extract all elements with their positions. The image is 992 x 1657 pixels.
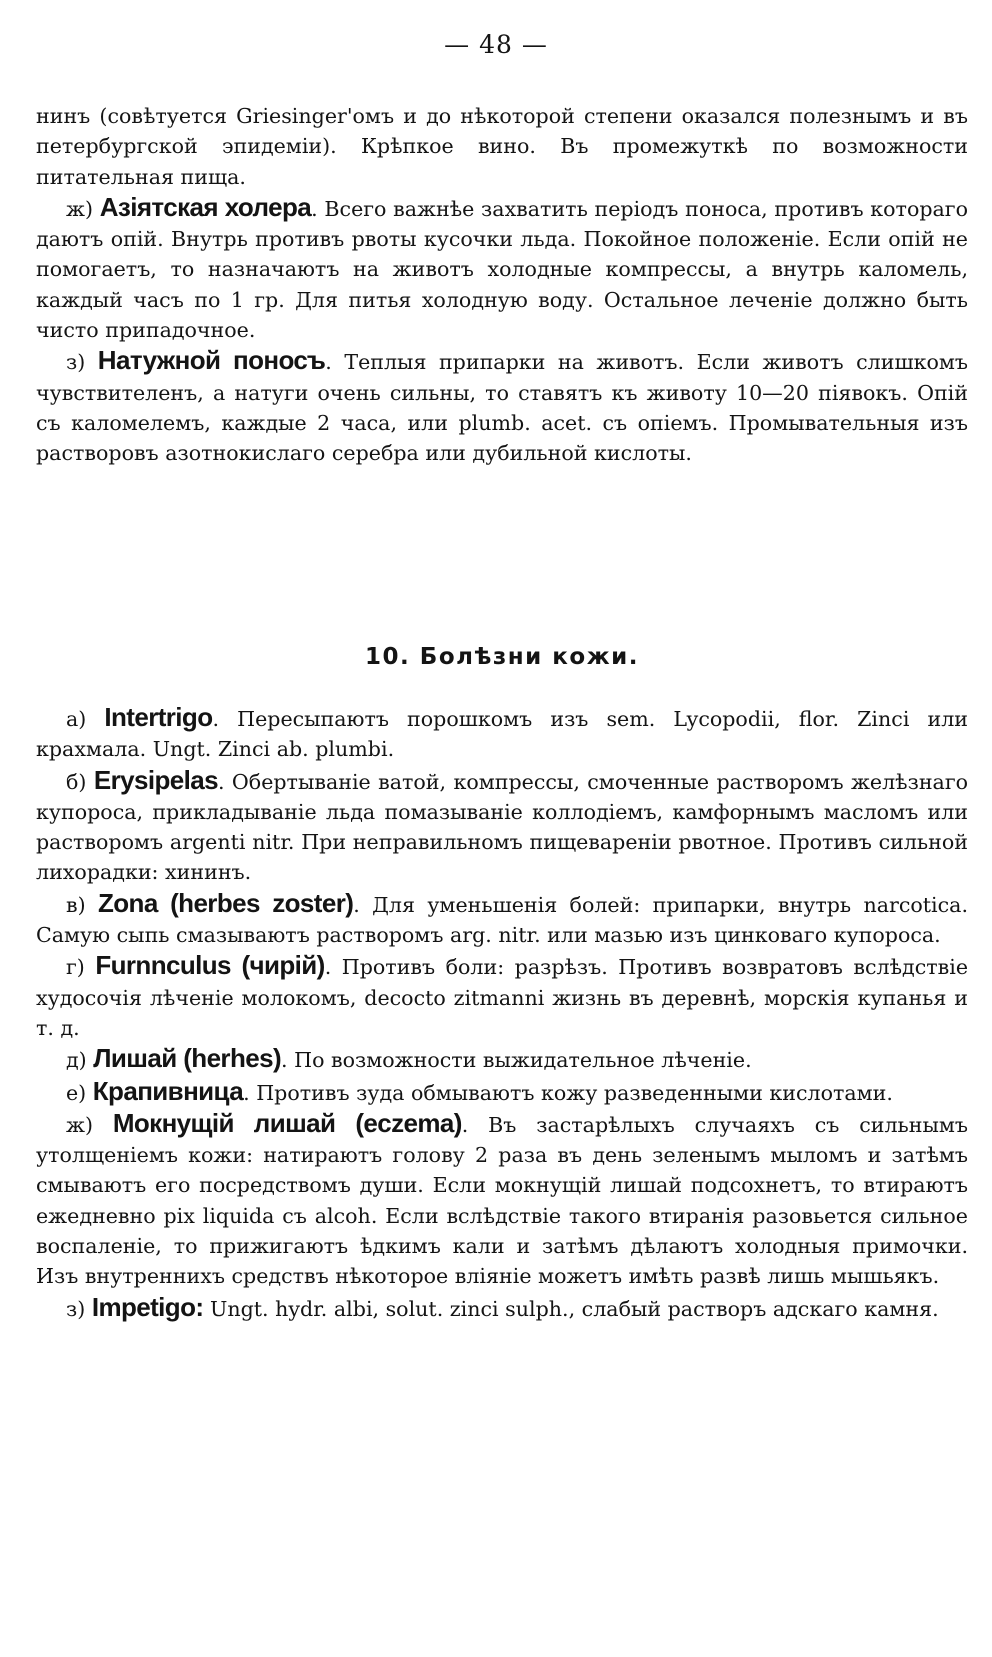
item-marker: а) [66,707,87,731]
item-lead-term: Мокнущій лишай (eczema) [112,1107,462,1138]
paragraph-text: . Противъ зуда обмываютъ кожу разведенными кислотами. [243,1080,893,1105]
item-lead-term: Furnnculus (чирій) [95,950,325,981]
item-lead-term: Натужной поносъ [97,345,326,376]
paragraph-text: . Въ застарѣлыхъ случаяхъ съ сильнымъ утолщеніемъ кожи: натираютъ голову 2 раза въ день зеленымъ мыломъ и затѣмъ смываютъ его посредствомъ души. Если мокнущій лишай подсохнетъ, то втираютъ ежедневно pix liquida съ alcoh. Если вслѣдствіе такого втиранія разовьется сильное воспаленіе, то прижигаютъ ѣдкимъ кали и затѣмъ дѣлаютъ холодныя примочки. Изъ внутреннихъ средствъ нѣкоторое вліяніе можетъ имѣть развѣ лишь мышьякъ. [36,1112,969,1289]
paragraph-text: . Теплыя припарки на животъ. Если животъ слишкомъ чувствителенъ, а натуги очень сильны, то ставятъ къ животу 10—20 піявокъ. Опій съ каломелемъ, каждые 2 часа, или plumb. acet. съ опіемъ. Промывательныя изъ растворовъ азотнокислаго серебра или дубильной кислоты. [36,350,968,466]
paragraph-zona [36,888,968,951]
section-heading: 10. Болѣзни кожи. [365,644,639,670]
item-marker: е) [66,1080,87,1105]
paragraph-text: . Обертываніе ватой, компрессы, смоченные растворомъ желѣзнаго купороса, прикладываніе льда помазываніе коллодіемъ, камфорнымъ масломъ или растворомъ argenti nitr. При неправильномъ пищевареніи рвотное. Противъ сильной лихорадки: хининъ. [36,769,969,885]
paragraph-impetigo [36,1292,968,1324]
item-marker: ж) [66,196,93,221]
item-lead-term: Zona (herbes zoster) [97,887,354,918]
item-lead-term: Азіятская холера [99,191,312,222]
paragraph-erysipelas [36,765,968,888]
paragraph-urticaria [36,1076,968,1108]
paragraph-text: . Для уменьшенія болей: припарки, внутрь narcotica. Самую сыпь смазываютъ растворомъ arg. nitr. или мазью изъ цинковаго купороса. [36,892,969,948]
paragraph-text: . Противъ боли: разрѣзъ. Противъ возвратовъ вслѣдствіе худосочія лѣченіе молокомъ, decocto zitmanni жизнь въ деревнѣ, морскія купанья и т. д. [36,955,969,1040]
paragraph-eczema [36,1108,968,1292]
paragraph-herpes [36,1043,968,1075]
paragraph-text: Ungt. hydr. albi, solut. zinci sulph., слабый растворъ адскаго камня. [203,1296,939,1321]
paragraph-tenesmus-diarrhea [36,345,968,468]
item-marker: з) [66,350,86,375]
paragraph-text: . Пересыпаютъ порошкомъ изъ sem. Lycopodii, flor. Zinci или крахмала. Ungt. Zinci ab. plumbi. [36,707,969,762]
text-block-skin-diseases [36,618,968,1324]
item-lead-term: Impetigo: [91,1291,204,1322]
paragraph-intertrigo [36,702,968,765]
item-marker: д) [66,1048,87,1073]
item-lead-term: Крапивница [92,1075,244,1106]
item-lead-term: Erysipelas [93,764,218,795]
paragraph-asiatic-cholera [36,192,968,345]
item-marker: ж) [66,1112,93,1137]
page-number: — 48 — [444,30,548,59]
paragraph-furunculus [36,950,968,1043]
item-lead-term: Intertrigo [104,702,213,732]
paragraph-text: нинъ (совѣтуется Griesinger'омъ и до нѣкоторой степени оказался полезнымъ и въ петербургской эпидеміи). Крѣпкое вино. Въ промежуткѣ по возможности питательная пища. [36,104,968,189]
item-marker: в) [66,892,86,917]
paragraph-text: . По возможности выжидательное лѣченіе. [281,1048,752,1073]
paragraph-continuation [36,101,968,192]
item-marker: б) [66,769,87,794]
item-marker: г) [66,955,85,980]
item-marker: з) [66,1296,86,1321]
paragraph-text: . Всего важнѣе захватить періодъ поноса, противъ котораго даютъ опій. Внутрь противъ рвоты кусочки льда. Покойное положеніе. Если опій не помогаетъ, то назначаютъ на животъ холодные компрессы, а внутрь каломель, каждый часъ по 1 гр. Для питья холодную воду. Остальное леченіе должно быть чисто припадочное. [36,196,968,343]
item-lead-term: Лишай (herhes) [93,1043,282,1074]
text-block-top [36,101,968,469]
